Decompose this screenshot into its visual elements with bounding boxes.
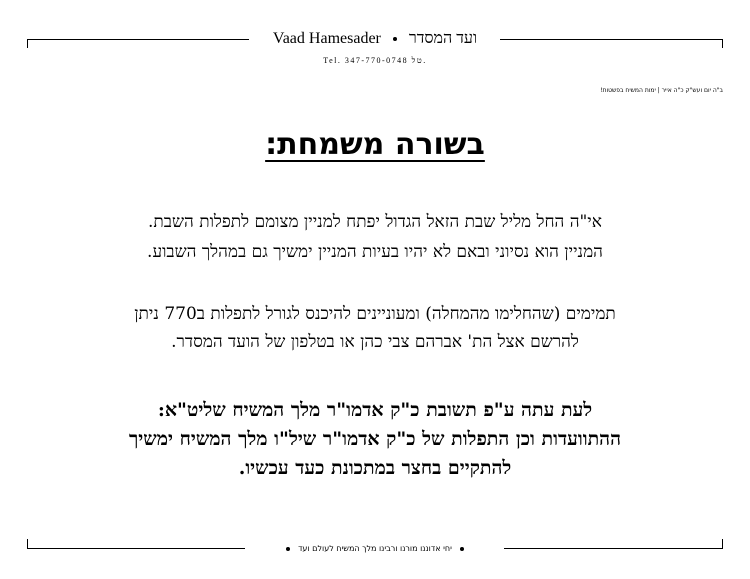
phone-number: Tel. 347-770-0748 טל.	[323, 56, 427, 65]
paragraph-line: לעת עתה ע"פ תשובת כ"ק אדמו"ר מלך המשיח שליט"א:	[157, 399, 593, 421]
org-name-hebrew: ועד המסדר	[408, 30, 478, 47]
bullet-separator	[460, 547, 464, 551]
paragraph-line: אי"ה החל מליל שבת הזאל הגדול יפתח למניין מצומם לתפלות השבת.	[148, 212, 602, 232]
paragraph-line: להרשם אצל הת' אברהם צבי כהן או בטלפון של הועד המסדר.	[171, 332, 579, 352]
letterhead	[0, 30, 750, 48]
paragraph-line: תמימים (שהחלימו מהמחלה) ומעוניינים להיכנס לגורל לתפלות ב770 ניתן	[134, 304, 616, 324]
org-name-english: Vaad Hamesader	[272, 30, 381, 47]
paragraph-minyan	[40, 207, 710, 267]
footer-slogan	[0, 543, 750, 555]
bullet-separator	[393, 37, 397, 41]
announcement-title: בשורה משמחת:	[265, 127, 485, 162]
paragraph-registration	[40, 300, 710, 356]
paragraph-line: המניין הוא נסיוני ובאם לא יהיו בעיות המניין ימשיך גם במהלך השבוע.	[147, 242, 603, 262]
paragraph-line: להתקיים בחצר במתכונת כעד עכשיו.	[238, 457, 512, 479]
paragraph-line: ההתוועדות וכן התפלות של כ"ק אדמו"ר שיל"ו מלך המשיח ימשיך	[128, 428, 622, 450]
date-line: ב"ה יום ועש"ק כ"ה אייר | ימות המשיח בפשטות!	[600, 87, 723, 94]
bullet-separator	[286, 547, 290, 551]
paragraph-rebbe-answer	[40, 396, 710, 483]
footer-text: יחי אדוננו מורנו ורבינו מלך המשיח לעולם ועד	[298, 544, 452, 553]
